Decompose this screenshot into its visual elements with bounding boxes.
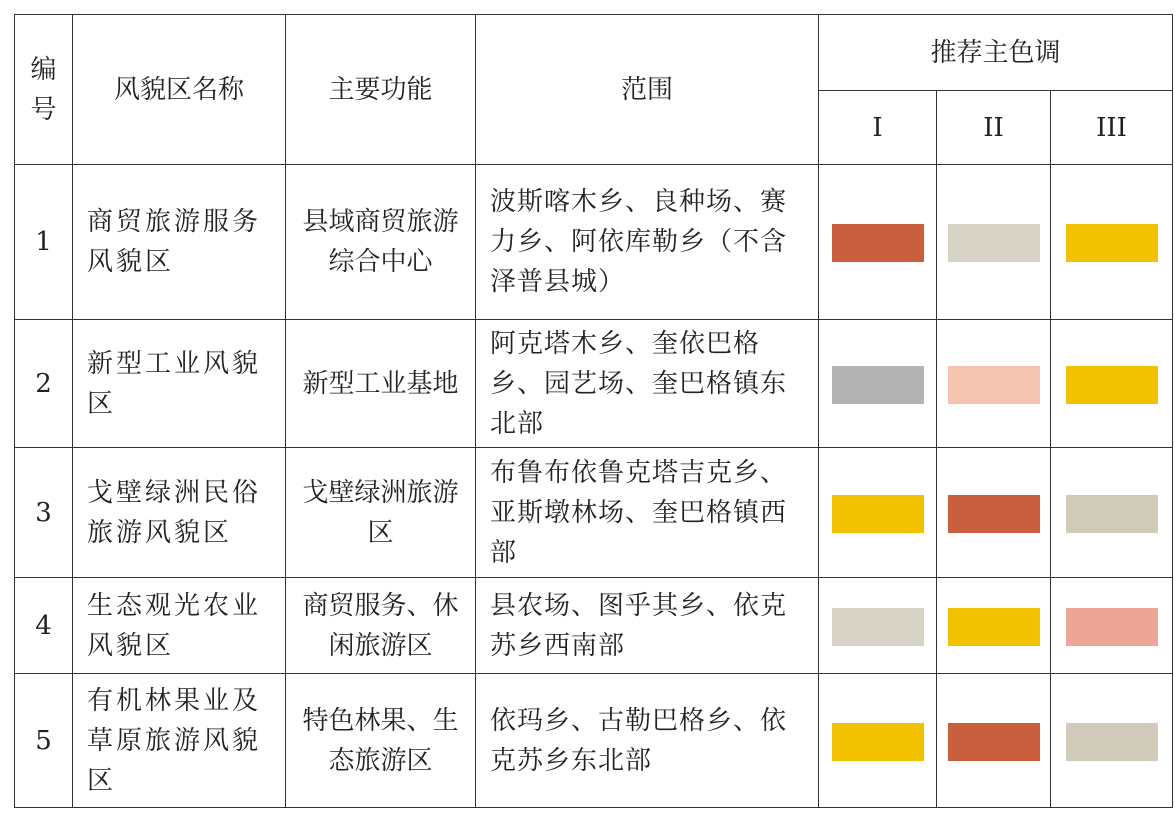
color-cell <box>819 448 937 578</box>
color-cell <box>937 578 1051 674</box>
color-cell <box>819 674 937 808</box>
table-row <box>15 165 1173 320</box>
header-color-col-3: III <box>1051 91 1173 165</box>
row-range: 布鲁布依鲁克塔吉克乡、亚斯墩林场、奎巴格镇西部 <box>476 448 819 578</box>
row-function: 新型工业基地 <box>286 320 476 448</box>
row-function: 商贸服务、休闲旅游区 <box>286 578 476 674</box>
header-name: 风貌区名称 <box>73 15 286 165</box>
color-swatch <box>948 723 1040 761</box>
color-cell <box>1051 578 1173 674</box>
color-cell <box>819 578 937 674</box>
color-cell <box>937 448 1051 578</box>
row-function: 戈壁绿洲旅游区 <box>286 448 476 578</box>
row-number: 3 <box>15 448 73 578</box>
row-number: 1 <box>15 165 73 320</box>
row-name: 戈壁绿洲民俗旅游风貌区 <box>73 448 286 578</box>
row-number: 2 <box>15 320 73 448</box>
header-color-col-2: II <box>937 91 1051 165</box>
header-function: 主要功能 <box>286 15 476 165</box>
color-cell <box>1051 674 1173 808</box>
color-swatch <box>832 723 924 761</box>
row-number: 4 <box>15 578 73 674</box>
color-swatch <box>832 224 924 262</box>
row-function: 县域商贸旅游综合中心 <box>286 165 476 320</box>
color-cell <box>937 320 1051 448</box>
table-row <box>15 448 1173 578</box>
color-swatch <box>832 366 924 404</box>
row-function: 特色林果、生态旅游区 <box>286 674 476 808</box>
header-number <box>15 15 73 165</box>
header-range: 范围 <box>476 15 819 165</box>
row-range: 阿克塔木乡、奎依巴格乡、园艺场、奎巴格镇东北部 <box>476 320 819 448</box>
row-name: 有机林果业及草原旅游风貌区 <box>73 674 286 808</box>
row-name: 新型工业风貌区 <box>73 320 286 448</box>
table-row <box>15 674 1173 808</box>
row-name: 生态观光农业风貌区 <box>73 578 286 674</box>
color-swatch <box>948 224 1040 262</box>
color-swatch <box>1066 366 1158 404</box>
color-swatch <box>948 608 1040 646</box>
color-cell <box>1051 448 1173 578</box>
color-swatch <box>948 495 1040 533</box>
color-swatch <box>1066 723 1158 761</box>
header-color-group: 推荐主色调 <box>819 15 1173 91</box>
color-swatch <box>1066 608 1158 646</box>
header-number-label: 编号 <box>30 54 57 125</box>
color-cell <box>819 165 937 320</box>
row-range: 县农场、图乎其乡、依克苏乡西南部 <box>476 578 819 674</box>
header-color-col-1: I <box>819 91 937 165</box>
color-cell <box>1051 165 1173 320</box>
table-row <box>15 578 1173 674</box>
color-cell <box>1051 320 1173 448</box>
color-cell <box>937 674 1051 808</box>
row-number: 5 <box>15 674 73 808</box>
color-swatch <box>1066 224 1158 262</box>
color-cell <box>819 320 937 448</box>
row-range: 波斯喀木乡、良种场、赛力乡、阿依库勒乡（不含泽普县城） <box>476 165 819 320</box>
row-range: 依玛乡、古勒巴格乡、依克苏乡东北部 <box>476 674 819 808</box>
color-recommendation-table <box>14 14 1173 808</box>
color-swatch <box>832 608 924 646</box>
color-swatch <box>832 495 924 533</box>
color-swatch <box>948 366 1040 404</box>
color-cell <box>937 165 1051 320</box>
color-swatch <box>1066 495 1158 533</box>
row-name: 商贸旅游服务风貌区 <box>73 165 286 320</box>
table-row <box>15 320 1173 448</box>
